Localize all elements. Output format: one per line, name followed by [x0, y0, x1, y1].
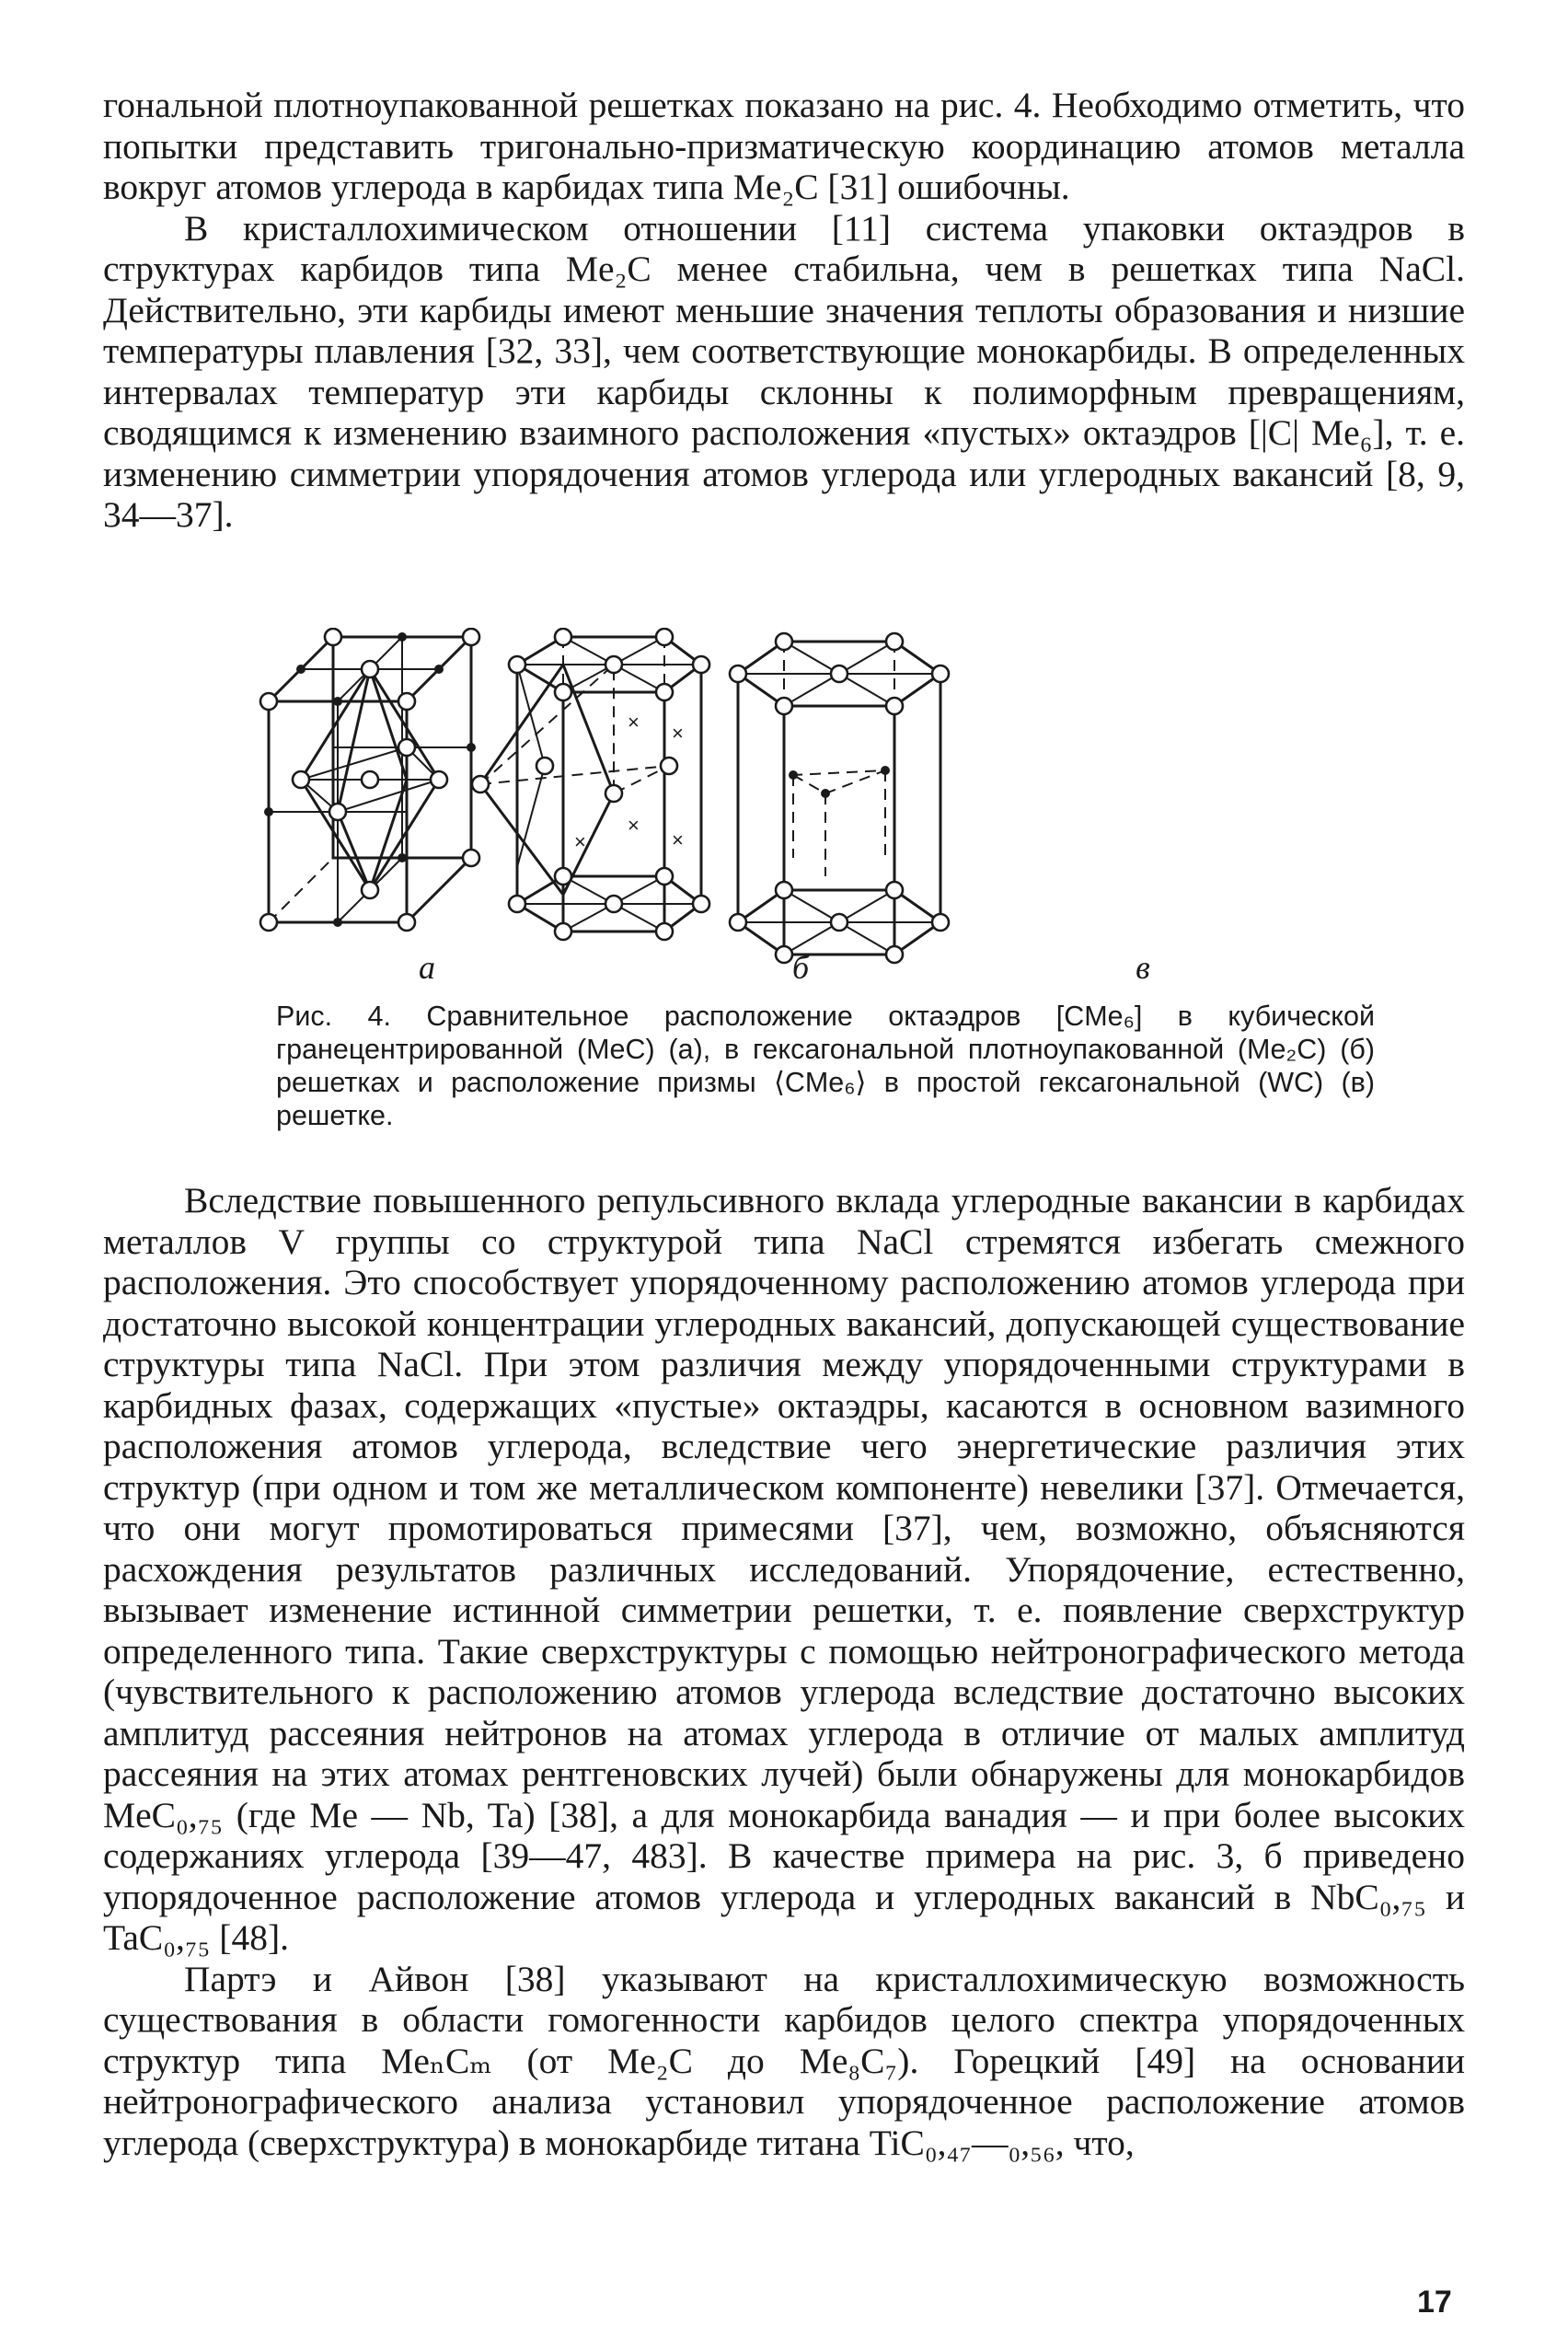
paragraph-4: Партэ и Айвон [38] указывают на кристаллохимическую возможность существования в области гомогенности карбидов целого спектра упорядоченных структур типа MeₙCₘ (от Me₂C до Me₈C₇). Горецкий [49] на основании нейтронографического анализа установил упорядоченное расположение атомов углерода (сверхструктура) в монокарбиде титана TiC₀,₄₇—₀,₅₆, что,: [103, 1958, 1465, 2163]
text-top: [103, 85, 1465, 536]
cross-mark: ×: [628, 711, 640, 734]
figure-label-a: а: [419, 949, 435, 986]
paragraph-1: гональной плотноупакованной решетках показано на рис. 4. Необходимо отметить, что попытки представить тригонально-призматическую координацию атомов металла вокруг атомов углерода в карбидах типа Me₂C [31] ошибочны.: [103, 85, 1465, 207]
paragraph-2: В кристаллохимическом отношении [11] система упаковки октаэдров в структурах карбидов типа Me₂C менее стабильна, чем в решетках типа NaCl. Действительно, эти карбиды имеют меньшие значения теплоты образования и низшие температуры плавления [32, 33], чем соответствующие монокарбиды. В определенных интервалах температур эти карбиды склонны к полиморфным превращениям, сводящимся к изменению взаимного расположения «пустых» октаэдров [|C| Me₆], т. е. изменению симметрии упорядочения атомов углерода или углеродных вакансий [8, 9, 34—37].: [103, 207, 1465, 535]
cross-mark: ×: [672, 722, 684, 745]
cross-mark: ×: [628, 814, 640, 837]
figure-caption: Рис. 4. Сравнительное расположение октаэдров [CMe₆] в кубической гранецентрированной (MeC) (а), в гексагональной плотноупакованной (Me₂C) (б) решетках и расположение призмы ⟨CMe₆⟩ в простой гексагональной (WC) (в) решетке.: [276, 1001, 1375, 1131]
cross-mark: ×: [672, 828, 684, 851]
simple-hex-prism: [730, 633, 949, 963]
hcp-cell: [472, 629, 709, 940]
figure-label-c: в: [1136, 949, 1150, 986]
page-number: 17: [1417, 2285, 1452, 2320]
fcc-cell: [260, 629, 479, 931]
text-bottom: [103, 1180, 1465, 2163]
figure-label-b: б: [791, 949, 810, 986]
cross-mark: ×: [574, 830, 586, 853]
paragraph-3: Вследствие повышенного репульсивного вклада углеродные вакансии в карбидах металлов V группы со структурой типа NaCl стремятся избегать смежного расположения. Это способствует упорядоченному расположению атомов углерода при достаточно высокой концентрации углеродных вакансий, допускающей существование структуры типа NaCl. При этом различия между упорядоченными структурами в карбидных фазах, содержащих «пустые» октаэдры, касаются в основном вазимного расположения атомов углерода, вследствие чего энергетические различия этих структур (при одном и том же металлическом компоненте) невелики [37]. Отмечается, что они могут промотироваться примесями [37], чем, возможно, объясняются расхождения результатов различных исследований. Упорядочение, естественно, вызывает изменение истинной симметрии решетки, т. е. появление сверхструктур определенного типа. Такие сверхструктуры с помощью нейтронографического метода (чувствительного к расположению атомов углерода вследствие достаточно высоких амплитуд рассеяния нейтронов на атомах углерода в отличие от малых амплитуд рассеяния на этих атомах рентгеновских лучей) были обнаружены для монокарбидов MeC₀,₇₅ (где Me — Nb, Ta) [38], а для монокарбида ванадия — и при более высоких содержаниях углерода [39—47, 483]. В качестве примера на рис. 3, б приведено упорядоченное расположение атомов углерода и углеродных вакансий в NbC₀,₇₅ и TaC₀,₇₅ [48].: [103, 1180, 1465, 1958]
